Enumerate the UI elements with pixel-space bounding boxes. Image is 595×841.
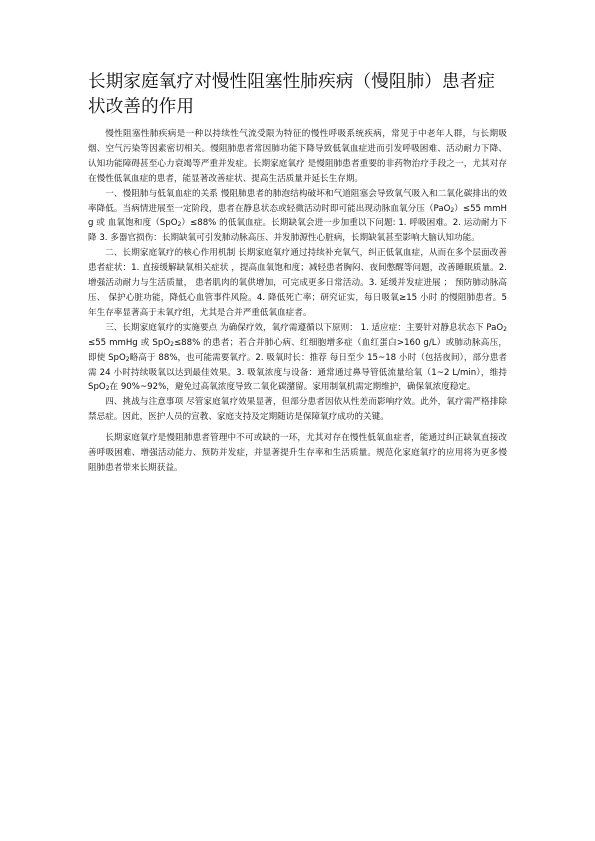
section-2-text: 二、长期家庭氧疗的核心作用机制 长期家庭氧疗通过持续补充氧气，纠正低氧血症，从而在多个层面改善患者症状：1. 直接缓解缺氧相关症状 ，提高血氧饱和度；减轻患者胸闷、夜间憋醒等问题，改善睡眠质量。2. 增强活动耐力与生活质量， 患者肌肉的氧供增加，可完成更多日常活动。3. 延缓并发症进展 ； 预防肺动脉高压、 保护心脏功能，降低心血管事件风险。4. 降低死亡率；研究证实，每日吸氧≥15 小时 的慢阻肺患者。5 年生存率显著高于未氧疗组，尤其是合并严重低氧血症者。	[88, 248, 507, 318]
paragraph-section-2	[88, 246, 507, 321]
section-4-text: 四、挑战与注意事项 尽管家庭氧疗效果显著，但部分患者因依从性差而影响疗效。此外，氧疗需严格排除禁忌症。因此，医护人员的宣教、家庭支持及定期随访是保障氧疗成功的关键。	[88, 397, 507, 423]
conclusion-text: 长期家庭氧疗是慢阻肺患者管理中不可或缺的一环，尤其对存在慢性低氧血症者，能通过纠正缺氧直接改善呼吸困难、增强活动能力、预防并发症，并显著提升生存率和生活质量。规范化家庭氧疗的应用将为更多慢阻肺患者带来长期获益。	[88, 433, 507, 473]
section-3-text-d: 略高于 88%，也可能需要氧疗。2. 吸氧时长：推荐 每日至少 15~18 小时（包括夜间），部分患者需 24 小时持续吸氧以达到最佳效果。3. 吸氧浓度与设备：通常通过鼻导管低流量给氧（1~2 L/min），维持 SpO	[88, 352, 508, 393]
paragraph-conclusion	[88, 431, 507, 476]
section-3-text-a: 三、长期家庭氧疗的实施要点 为确保疗效，氧疗需遵循以下原则： 1. 适应症：主要针对静息状态下 PaO	[105, 322, 504, 333]
paragraph-intro-text: 慢性阻塞性肺疾病是一种以持续性气流受限为特征的慢性呼吸系统疾病，常见于中老年人群，与长期吸烟、空气污染等因素密切相关。慢阻肺患者常因肺功能下降导致低氧血症进而引发呼吸困难、活动耐力下降、认知功能障碍甚至心力衰竭等严重并发症。长期家庭氧疗 是慢阻肺患者重要的非药物治疗手段之一，尤其对存在慢性低氧血症的患者，能显著改善症状、提高生活质量并延长生存期。	[88, 129, 507, 184]
paragraph-section-1	[88, 187, 507, 247]
paragraph-intro	[88, 127, 507, 187]
section-1-text-b: ）≤55 mmHg 或 血氧饱和度（SpO	[88, 203, 507, 229]
document-page	[88, 70, 507, 476]
paragraph-section-4	[88, 395, 507, 425]
section-3-text-b: ≤55 mmHg 或 SpO	[88, 337, 171, 348]
document-title: 长期家庭氧疗对慢性阻塞性肺疾病（慢阻肺）患者症状改善的作用	[88, 72, 496, 117]
subscript-2: 2	[105, 385, 110, 393]
section-1-text-c: ）≤88% 的低氧血症。长期缺氧会进一步加重以下问题: 1. 呼吸困难。2. 运动耐力下降 3. 多器官损伤：长期缺氧可引发肺动脉高压、并发肺源性心脏病，长期缺氧甚至影响大脑认知功能。	[88, 218, 507, 244]
subscript-2: 2	[503, 325, 507, 333]
section-1-text-a: 一、慢阻肺与低氧血症的关系 慢阻肺患者的肺泡结构破坏和气道阻塞会导致氧气吸入和二氧化碳排出的效率降低。当病情进展至一定阶段，患者在静息状态或轻微活动时即可能出现动脉血氧分压（PaO	[88, 188, 507, 214]
subscript-2: 2	[450, 206, 455, 214]
paragraph-section-3	[88, 321, 507, 396]
subscript-2: 2	[170, 340, 174, 348]
section-3-text-e: 在 90%~92%，避免过高氧浓度导致二氧化碳潴留。家用制氧机需定期维护，确保氧浓度稳定。	[109, 382, 476, 393]
subscript-2: 2	[177, 221, 182, 229]
subscript-2: 2	[125, 355, 130, 363]
section-3-text-c: ≤88% 的患者；若合并肺心病、红细胞增多症（血红蛋白>160 g/L）或肺动脉高压，即使 SpO	[88, 337, 507, 363]
